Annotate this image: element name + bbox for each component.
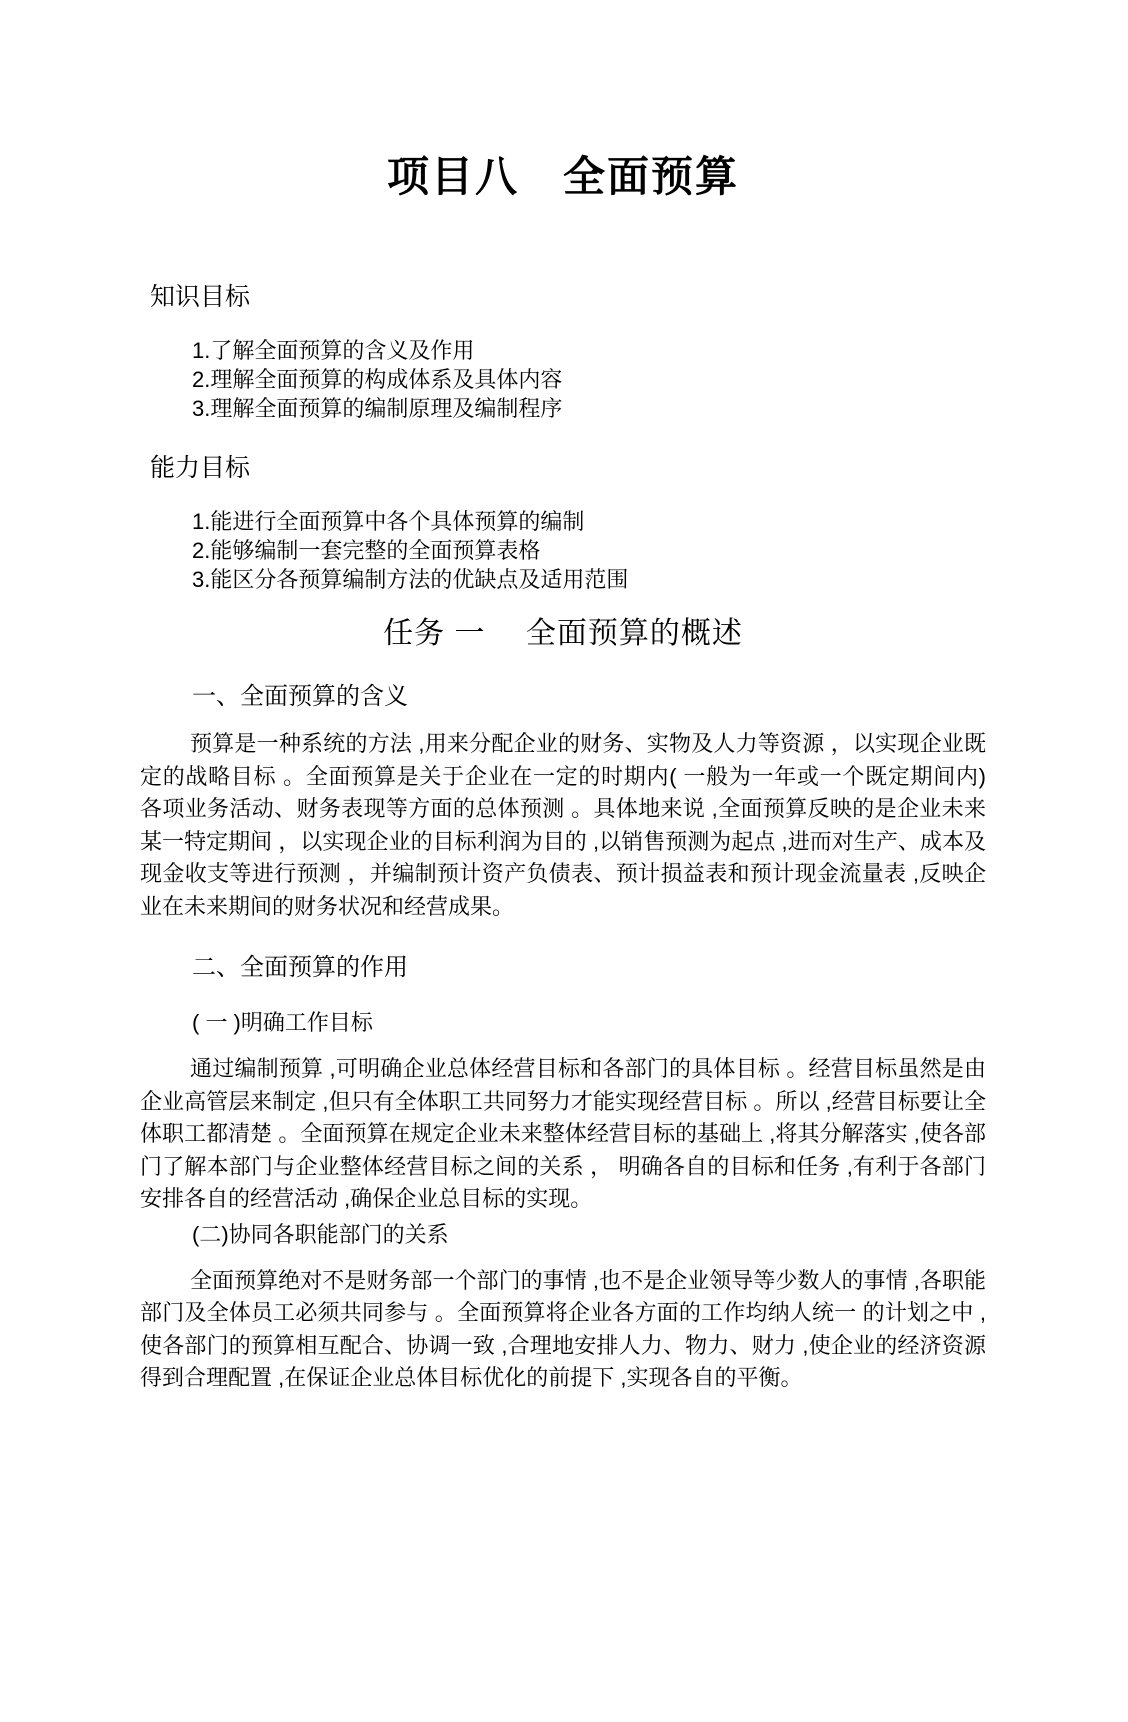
document-page [0,152,1128,1722]
section-one-paragraph: 预算是一种系统的方法 ,用来分配企业的财务、实物及人力等资源 ，以实现企业既定的战略目标 。全面预算是关于企业在一定的时期内( 一般为一年或一个既定期间内) 各项业务活动、财务表现等方面的总体预测 。具体地来说 ,全面预算反映的是企业未来某一特定期间 ，以实现企业的目标利润为目的 ,以销售预测为起点 ,进而对生产、成本及现金收支等进行预测 ，并编制预计资产负债表、预计损益表和预计现金流量表 ,反映企业在未来期间的财务状况和经营成果。 [140,731,986,919]
ability-goals-list [140,507,986,594]
task-one-heading: 任务 一 全面预算的概述 [383,617,743,650]
list-item: 3.理解全面预算的编制原理及编制程序 [192,396,563,421]
list-item: 1.了解全面预算的含义及作用 [192,338,475,363]
chapter-title: 项目八 全面预算 [386,153,739,200]
knowledge-goals-list [140,336,986,423]
section-one-heading: 一、全面预算的含义 [192,683,408,710]
section-two-heading: 二、全面预算的作用 [192,954,408,981]
sub-one-paragraph: 通过编制预算 ,可明确企业总体经营目标和各部门的具体目标 。经营目标虽然是由企业高管层来制定 ,但只有全体职工共同努力才能实现经营目标 。所以 ,经营目标要让全体职工都清楚 。全面预算在规定企业未来整体经营目标的基础上 ,将其分解落实 ,使各部门了解本部门与企业整体经营目标之间的关系 ， 明确各自的目标和任务 ,有利于各部门安排各自的经营活动 ,确保企业总目标的实现。 [140,1056,986,1211]
list-item: 1.能进行全面预算中各个具体预算的编制 [192,509,585,534]
sub-heading-clarify-goals: ( 一 )明确工作目标 [192,1010,373,1035]
knowledge-goals-heading: 知识目标 [150,283,251,311]
sub-heading-coordinate-departments: (二)协同各职能部门的关系 [192,1221,449,1247]
list-item: 2.理解全面预算的构成体系及具体内容 [192,367,563,392]
ability-goals-heading: 能力目标 [150,454,251,482]
list-item: 3.能区分各预算编制方法的优缺点及适用范围 [192,567,629,592]
list-item: 2.能够编制一套完整的全面预算表格 [192,538,541,563]
sub-two-paragraph: 全面预算绝对不是财务部一个部门的事情 ,也不是企业领导等少数人的事情 ,各职能部门及全体员工必须共同参与 。全面预算将企业各方面的工作均纳人统一 的计划之中 ,使各部门的预算相互配合、协调一致 ,合理地安排人力、物力、财力 ,使企业的经济资源得到合理配置 ,在保证企业总体目标优化的前提下 ,实现各自的平衡。 [140,1267,986,1390]
